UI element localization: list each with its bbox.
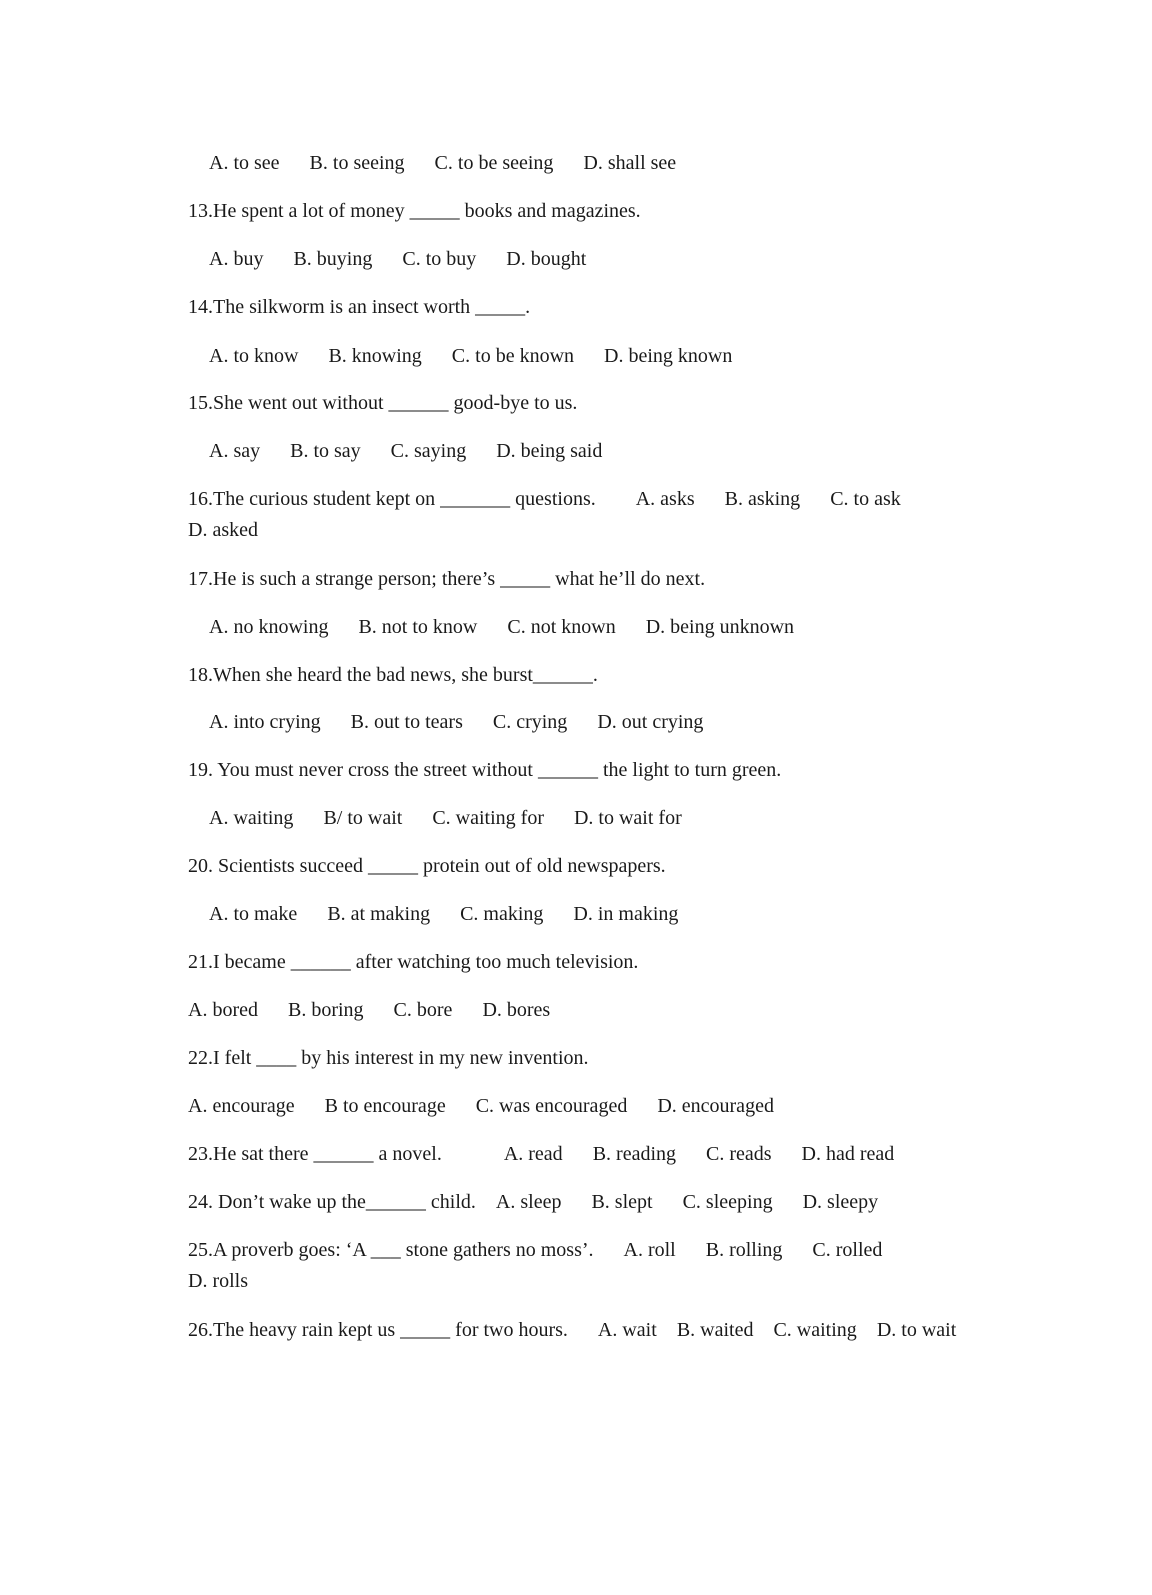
option: C. to buy bbox=[402, 248, 477, 270]
option: A. encourage bbox=[188, 1095, 295, 1117]
option: D. bought bbox=[506, 248, 587, 270]
option: D. asked bbox=[188, 519, 258, 541]
question-24 bbox=[188, 1187, 968, 1218]
options-line-18 bbox=[209, 707, 989, 738]
option: A. sleep bbox=[495, 1191, 562, 1213]
question-13: 13.He spent a lot of money _____ books and magazines. bbox=[188, 200, 641, 222]
option: B. to seeing bbox=[309, 152, 405, 174]
option: D. sleepy bbox=[802, 1191, 879, 1213]
option: D. being said bbox=[496, 440, 603, 462]
option: A. to make bbox=[209, 903, 298, 925]
option: A. buy bbox=[209, 248, 264, 270]
option: B. asking bbox=[724, 488, 801, 510]
question-18: 18.When she heard the bad news, she burst______. bbox=[188, 664, 598, 686]
option: C. not known bbox=[507, 616, 616, 638]
question-text: 24. Don’t wake up the______ child. bbox=[188, 1191, 476, 1213]
option: D. shall see bbox=[583, 152, 677, 174]
option: C. to ask bbox=[830, 488, 901, 510]
options-line-20 bbox=[209, 899, 989, 930]
option: A. waiting bbox=[209, 807, 294, 829]
options-line-19 bbox=[209, 803, 989, 834]
option: D. bores bbox=[482, 999, 551, 1021]
option: A. bored bbox=[188, 999, 258, 1021]
question-16 bbox=[188, 484, 968, 546]
option: C. to be known bbox=[451, 345, 575, 367]
options-line-17 bbox=[209, 612, 989, 643]
option: D. had read bbox=[801, 1143, 895, 1165]
question-20: 20. Scientists succeed _____ protein out of old newspapers. bbox=[188, 855, 666, 877]
options-line-21 bbox=[188, 995, 968, 1026]
option: C. crying bbox=[492, 711, 568, 733]
option: B. reading bbox=[592, 1143, 676, 1165]
option: A. to know bbox=[209, 345, 299, 367]
options-line-14 bbox=[209, 341, 989, 372]
question-22: 22.I felt ____ by his interest in my new invention. bbox=[188, 1047, 589, 1069]
option: C. waiting bbox=[773, 1319, 857, 1341]
option: D. encouraged bbox=[657, 1095, 774, 1117]
option: A. no knowing bbox=[209, 616, 329, 638]
option: C. to be seeing bbox=[434, 152, 554, 174]
option: A. to see bbox=[209, 152, 280, 174]
options-line-13 bbox=[209, 244, 989, 275]
option: D. to wait bbox=[876, 1319, 957, 1341]
option: D. in making bbox=[573, 903, 679, 925]
question-21: 21.I became ______ after watching too much television. bbox=[188, 951, 639, 973]
option: A. asks bbox=[635, 488, 695, 510]
option: C. making bbox=[460, 903, 544, 925]
options-line-12 bbox=[209, 148, 989, 179]
option: C. sleeping bbox=[682, 1191, 773, 1213]
option: C. saying bbox=[390, 440, 467, 462]
question-25 bbox=[188, 1235, 968, 1297]
option: A. wait bbox=[597, 1319, 657, 1341]
question-23 bbox=[188, 1139, 968, 1170]
option: C. was encouraged bbox=[475, 1095, 628, 1117]
option: B. boring bbox=[287, 999, 364, 1021]
question-text: 25.A proverb goes: ‘A ___ stone gathers no moss’. bbox=[188, 1239, 594, 1261]
option: D. out crying bbox=[597, 711, 704, 733]
question-15: 15.She went out without ______ good-bye to us. bbox=[188, 392, 578, 414]
option: B. out to tears bbox=[350, 711, 463, 733]
option: C. rolled bbox=[812, 1239, 883, 1261]
option: C. waiting for bbox=[432, 807, 544, 829]
option: A. say bbox=[209, 440, 261, 462]
option: B. waited bbox=[676, 1319, 754, 1341]
options-line-15 bbox=[209, 436, 989, 467]
question-17: 17.He is such a strange person; there’s _____ what he’ll do next. bbox=[188, 568, 706, 590]
option: B. not to know bbox=[358, 616, 478, 638]
question-14: 14.The silkworm is an insect worth _____. bbox=[188, 296, 531, 318]
option: B to encourage bbox=[324, 1095, 446, 1117]
option: B. to say bbox=[290, 440, 361, 462]
option: D. being unknown bbox=[645, 616, 795, 638]
option: B/ to wait bbox=[323, 807, 403, 829]
option: C. reads bbox=[706, 1143, 772, 1165]
question-text: 16.The curious student kept on _______ questions. bbox=[188, 488, 596, 510]
option: B. buying bbox=[293, 248, 373, 270]
option: A. read bbox=[503, 1143, 563, 1165]
option: D. rolls bbox=[188, 1270, 248, 1292]
option: B. rolling bbox=[705, 1239, 783, 1261]
option: B. at making bbox=[327, 903, 431, 925]
option: D. to wait for bbox=[573, 807, 682, 829]
option: B. slept bbox=[591, 1191, 653, 1213]
option: A. into crying bbox=[209, 711, 321, 733]
option: C. bore bbox=[393, 999, 453, 1021]
option: A. roll bbox=[623, 1239, 676, 1261]
option: B. knowing bbox=[328, 345, 422, 367]
options-line-22 bbox=[188, 1091, 968, 1122]
question-19: 19. You must never cross the street without ______ the light to turn green. bbox=[188, 759, 782, 781]
question-text: 26.The heavy rain kept us _____ for two hours. bbox=[188, 1319, 568, 1341]
question-26 bbox=[188, 1315, 968, 1346]
question-text: 23.He sat there ______ a novel. bbox=[188, 1143, 442, 1165]
option: D. being known bbox=[604, 345, 733, 367]
